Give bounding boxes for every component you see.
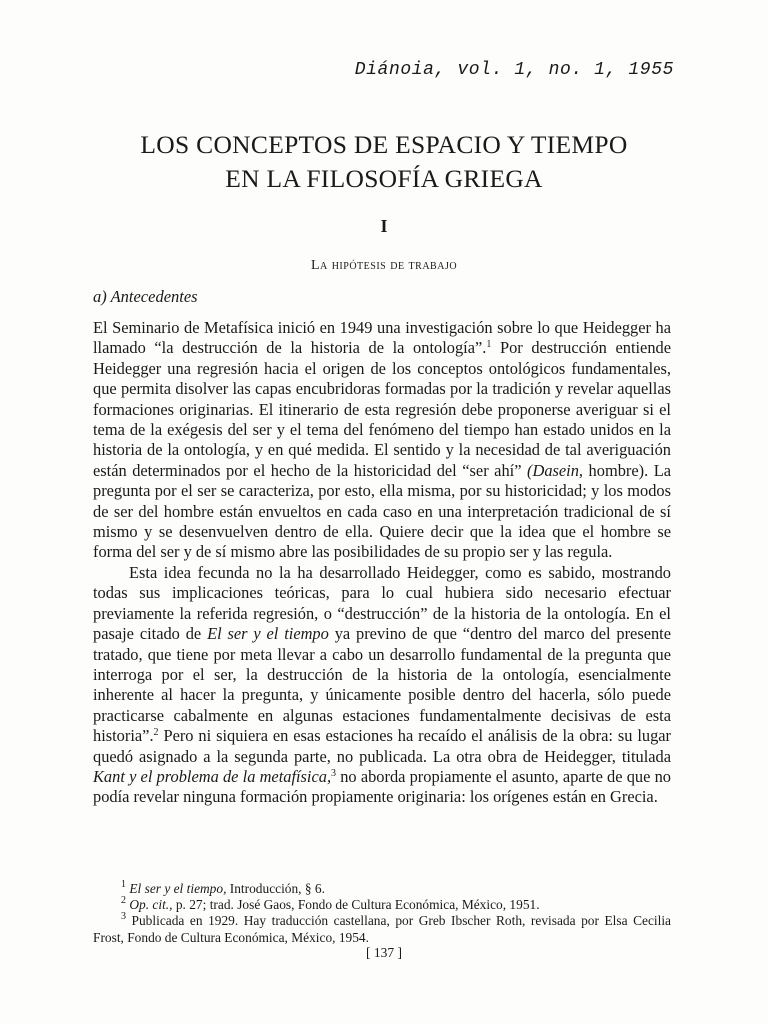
work-title: Kant y el problema de la metafísica,	[93, 766, 332, 786]
footnote-mark: 2	[121, 895, 126, 907]
text-run: ya previno de que “dentro del marco del presente tratado, que tiene por meta llevar a cabo un desarrollo fundamental de la pregunta que interroga por el ser, la destrucción de la historia de la ontología, esencialmente inherente al hacer la pregunta, y únicamente posible dentro del hacerla, sólo puede practicarse cabalmente en algunas estaciones fundamentalmente decisivas de esta historia”.	[93, 624, 672, 746]
footnote-text: Publicada en 1929. Hay traducción castellana, por Greb Ibscher Roth, revisada por Elsa Cecilia Frost, Fondo de Cultura Económica, México, 1954.	[93, 913, 671, 945]
article-title	[0, 128, 768, 196]
paragraph-2	[93, 563, 671, 808]
footnote-ref-1: 1	[486, 339, 492, 351]
footnote-mark: 1	[121, 879, 126, 890]
section-heading: La hipótesis de trabajo	[310, 258, 458, 273]
subsection-heading: a) Antecedentes	[93, 287, 198, 306]
text-run: Por destrucción entiende Heidegger una regresión hacia el origen de los conceptos ontológicos fundamentales, que permita disolver las capas encubridoras formadas por la tradición y revelar aquellas formaciones originarias. El itinerario de esta regresión debe proponerse averiguar si el tema de la exégesis del ser y el tema del fenómeno del tiempo han estado unidos en la historia de la ontología, y en qué medida. El sentido y la necesidad de tal averiguación están determinados por el hecho de la historicidad del “ser ahí”	[93, 338, 671, 480]
footnote-1	[93, 881, 671, 897]
italic-term: (Dasein,	[527, 460, 584, 480]
footnote-mark: 3	[121, 911, 126, 923]
section-number: I	[380, 216, 388, 236]
footnote-2	[93, 897, 671, 913]
text-run: Pero ni siquiera en esas estaciones ha recaído el análisis de la obra: su lugar quedó asignado a la segunda parte, no publicada. La otra obra de Heidegger, titulada	[93, 726, 671, 766]
page-number: [ 137 ]	[366, 945, 402, 960]
footnote-italic: El ser y el tiempo,	[129, 881, 227, 896]
text-run: El Seminario de Metafísica inició en 1949 una investigación sobre lo que Heidegger ha llamado “la destrucción de la historia de la ontología”.	[93, 318, 671, 358]
title-line-2: EN LA FILOSOFÍA GRIEGA	[225, 164, 543, 193]
footnote-3	[93, 913, 671, 945]
text-run: hombre). La pregunta por el ser se caracteriza, por esto, ella misma, por su historicidad; y los modos de ser del hombre están envueltos en cada caso en una interpretación tradicional de sí mismo y se desenvuelven dentro de ella. Quiere decir que la idea que el hombre se forma del ser y de sí mismo abre las posibilidades de su propio ser y las regula.	[93, 460, 672, 562]
footnotes	[93, 881, 671, 946]
footnote-ref-3: 3	[331, 767, 337, 779]
footnote-italic: Op. cit.,	[129, 897, 173, 913]
text-run: no aborda propiamente el asunto, aparte de que no podía revelar ninguna formación propiamente originaria: los orígenes están en Grecia.	[93, 766, 671, 807]
title-line-1: LOS CONCEPTOS DE ESPACIO Y TIEMPO	[140, 130, 628, 159]
body-text	[93, 318, 671, 808]
footnote-text: Introducción, § 6.	[226, 881, 325, 896]
text-run: Esta idea fecunda no la ha desarrollado Heidegger, como es sabido, mostrando todas sus implicaciones teóricas, para lo cual hubiera sido necesario efectuar previamente la referida regresión, o “destrucción” de la historia de la ontología. En el pasaje citado de	[93, 562, 671, 644]
work-title: El ser y el tiempo	[207, 624, 329, 644]
footnote-text: p. 27; trad. José Gaos, Fondo de Cultura Económica, México, 1951.	[172, 897, 540, 913]
footnote-ref-2: 2	[153, 727, 159, 739]
journal-header: Diánoia, vol. 1, no. 1, 1955	[354, 60, 674, 80]
paragraph-1	[93, 318, 671, 563]
